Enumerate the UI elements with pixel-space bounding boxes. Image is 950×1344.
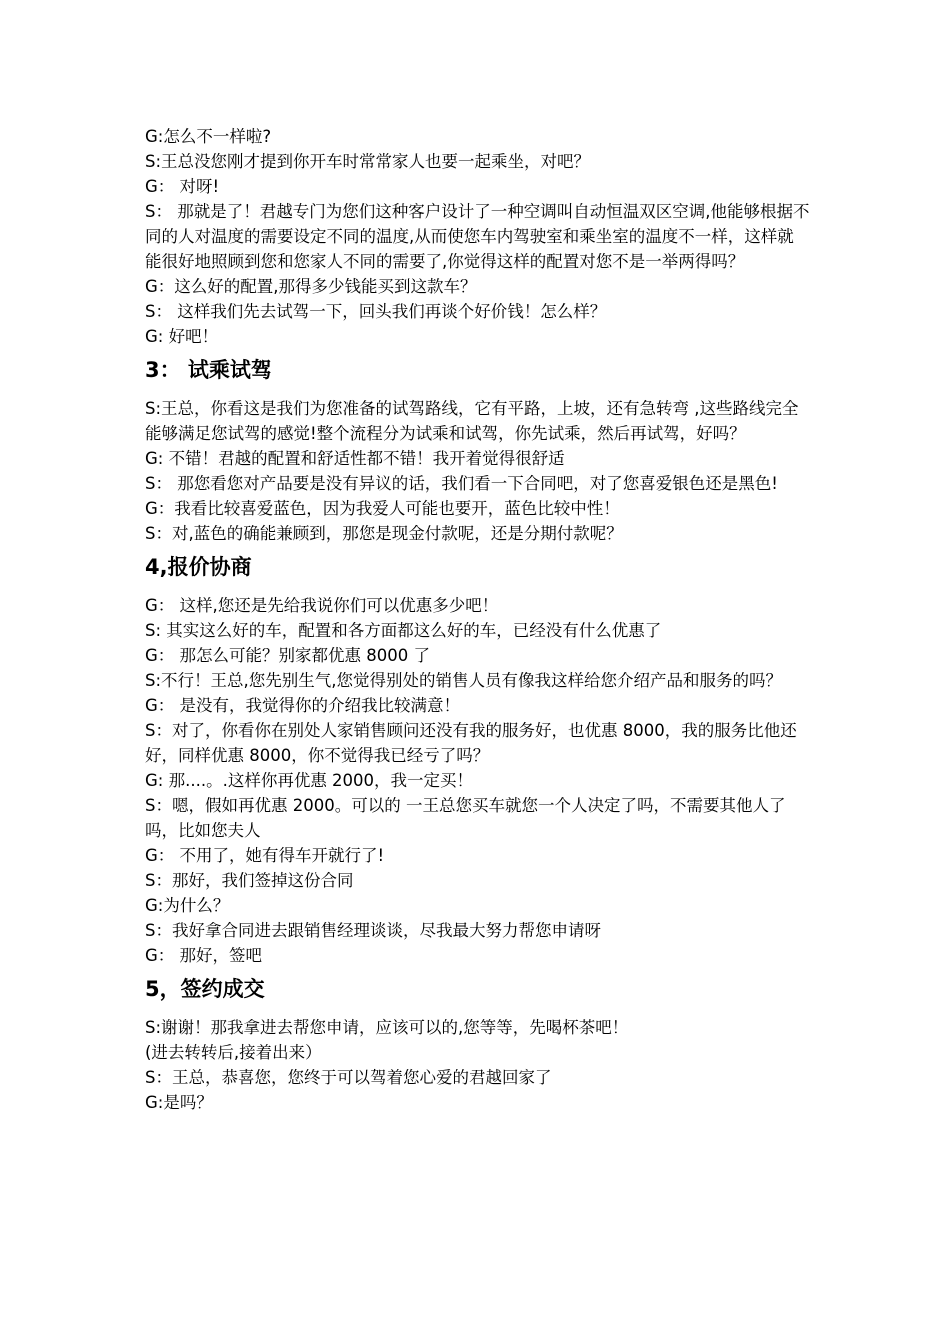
dialogue-line: S:王总没您刚才提到你开车时常常家人也要一起乘坐，对吧？: [145, 152, 591, 171]
dialogue-line: G： 对呀!: [145, 177, 220, 196]
dialogue-line: S：嗯，假如再优惠 2000。可以的 一王总您买车就您一个人决定了吗，不需要其他人了吗，比如您夫人: [145, 796, 786, 840]
dialogue-line: (进去转转后,接着出来）: [145, 1043, 322, 1062]
dialogue-line: G: 好吧！: [145, 327, 219, 346]
dialogue-line: S： 那您看您对产品要是没有异议的话，我们看一下合同吧，对了您喜爱银色还是黑色!: [145, 474, 778, 493]
dialogue-line: S：王总，恭喜您，您终于可以驾着您心爱的君越回家了: [145, 1068, 552, 1087]
section-heading: 4,报价协商: [145, 555, 252, 579]
section-price-negotiation: [145, 552, 810, 968]
section-heading: 3： 试乘试驾: [145, 358, 272, 382]
dialogue-line: S:谢谢！那我拿进去帮您申请，应该可以的,您等等，先喝杯茶吧！: [145, 1018, 629, 1037]
document-body: [145, 124, 810, 1115]
dialogue-line: G： 是没有，我觉得你的介绍我比较满意！: [145, 696, 461, 715]
dialogue-line: G:为什么？: [145, 896, 230, 915]
dialogue-line: S:王总，你看这是我们为您准备的试驾路线，它有平路，上坡，还有急转弯 ,这些路线完全能够满足您试驾的感觉!整个流程分为试乘和试驾，你先试乘，然后再试驾，好吗？: [145, 399, 799, 443]
dialogue-line: S：那好，我们签掉这份合同: [145, 871, 354, 890]
section-signing-deal: [145, 974, 810, 1115]
dialogue-block-intro: [145, 124, 810, 349]
section-test-drive: [145, 355, 810, 546]
dialogue-line: G: 不错！君越的配置和舒适性都不错！我开着觉得很舒适: [145, 449, 565, 468]
dialogue-line: G:是吗？: [145, 1093, 213, 1112]
dialogue-line: G：我看比较喜爱蓝色，因为我爱人可能也要开，蓝色比较中性！: [145, 499, 620, 518]
dialogue-line: S：我好拿合同进去跟销售经理谈谈，尽我最大努力帮您申请呀: [145, 921, 601, 940]
dialogue-line: S:不行！王总,您先别生气,您觉得别处的销售人员有像我这样给您介绍产品和服务的吗？: [145, 671, 783, 690]
dialogue-line: G：这么好的配置,那得多少钱能买到这款车？: [145, 277, 477, 296]
dialogue-line: S： 这样我们先去试驾一下，回头我们再谈个好价钱！怎么样？: [145, 302, 607, 321]
dialogue-line: G： 不用了，她有得车开就行了!: [145, 846, 385, 865]
section-heading: 5，签约成交: [145, 977, 265, 1001]
dialogue-line: S: 其实这么好的车，配置和各方面都这么好的车，已经没有什么优惠了: [145, 621, 662, 640]
dialogue-line: G： 这样,您还是先给我说你们可以优惠多少吧！: [145, 596, 499, 615]
dialogue-line: S： 那就是了！君越专门为您们这种客户设计了一种空调叫自动恒温双区空调,他能够根据不同的人对温度的需要设定不同的温度,从而使您车内驾驶室和乘坐室的温度不一样，这样就能很好地照顾到您和您家人不同的需要了,你觉得这样的配置对您不是一举两得吗？: [145, 202, 810, 271]
dialogue-line: S：对,蓝色的确能兼顾到，那您是现金付款呢，还是分期付款呢？: [145, 524, 623, 543]
dialogue-line: G:怎么不一样啦?: [145, 127, 272, 146]
dialogue-line: G: 那....。.这样你再优惠 2000，我一定买！: [145, 771, 474, 790]
dialogue-line: S：对了，你看你在别处人家销售顾问还没有我的服务好，也优惠 8000，我的服务比他还好，同样优惠 8000，你不觉得我已经亏了吗？: [145, 721, 797, 765]
dialogue-line: G： 那好，签吧: [145, 946, 263, 965]
dialogue-line: G： 那怎么可能？别家都优惠 8000 了: [145, 646, 431, 665]
